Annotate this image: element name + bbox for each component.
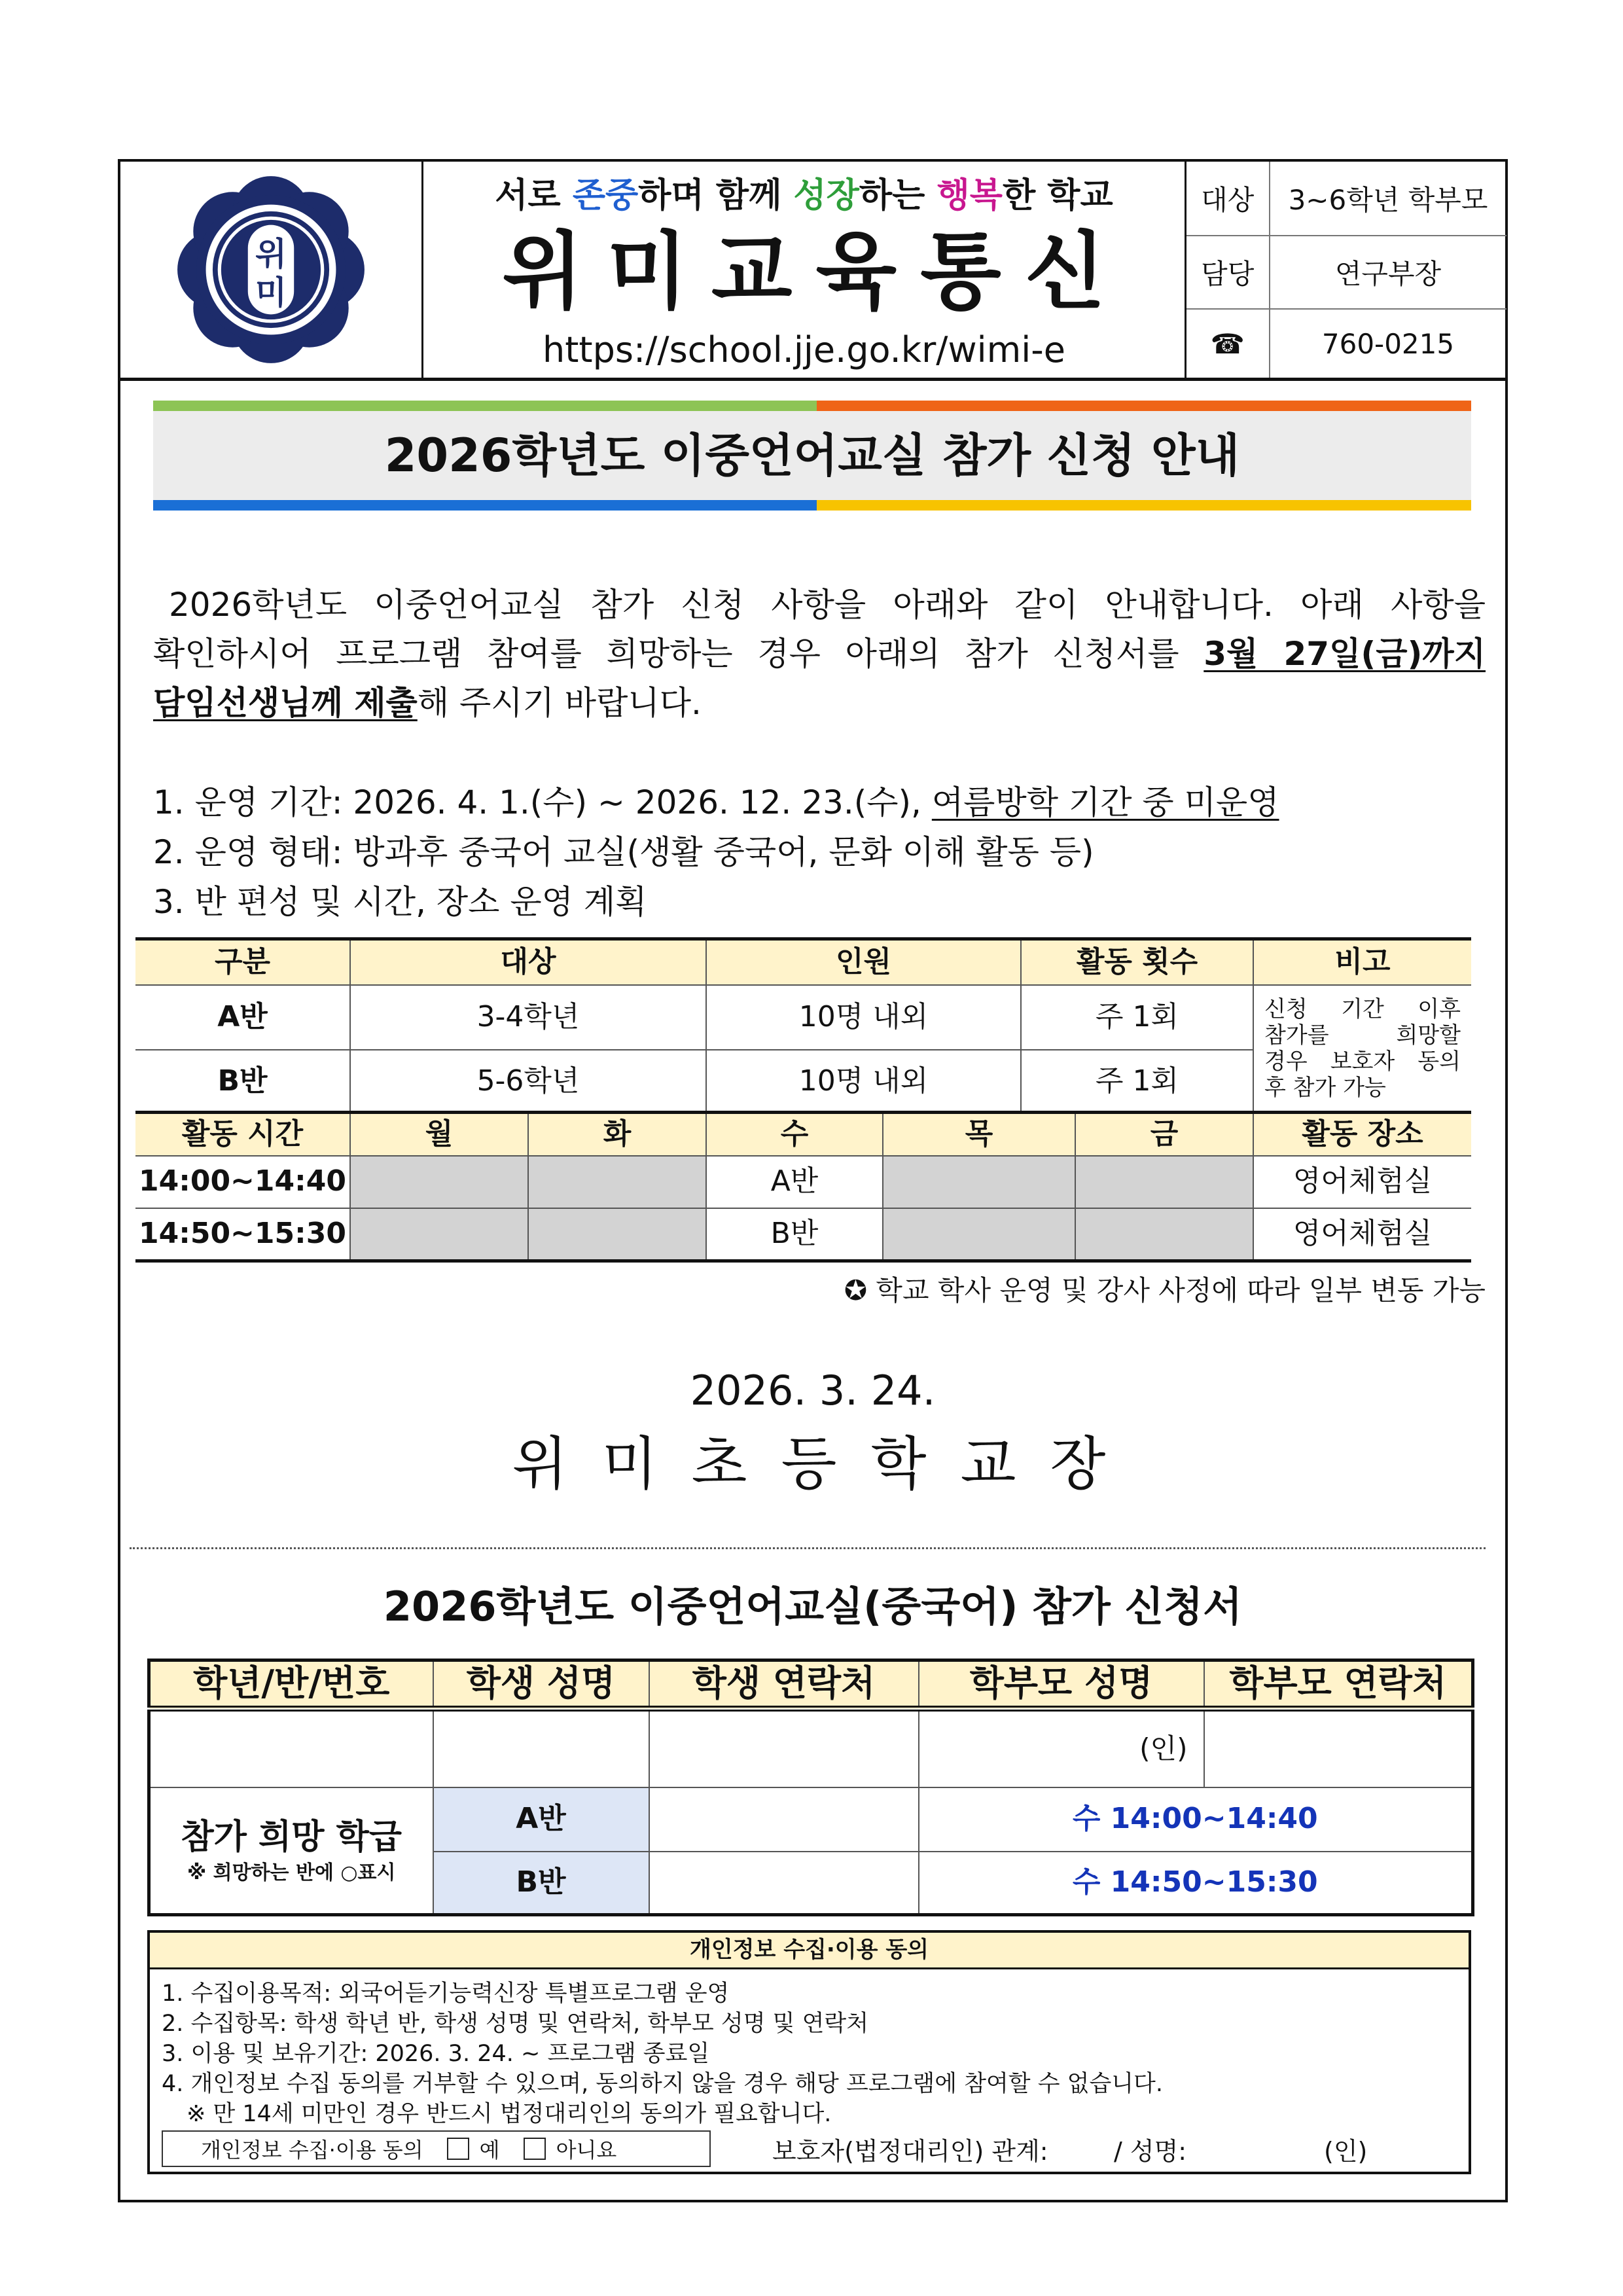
table-header: 구분 — [135, 939, 350, 985]
table-header: 수 — [706, 1113, 883, 1156]
class-target: 5-6학년 — [350, 1050, 706, 1113]
list-item-underlined: 여름방학 기간 중 미운영 — [931, 783, 1279, 821]
privacy-consent-items — [162, 1979, 1457, 2129]
motto-text: 한 학교 — [1002, 176, 1113, 215]
class-frequency: 주 1회 — [1021, 985, 1253, 1050]
info-row-manager — [1186, 236, 1507, 309]
schedule-notice — [654, 1273, 1486, 1308]
class-option-b-schedule: 수 14:50~15:30 — [919, 1852, 1473, 1915]
list-item — [153, 778, 1486, 827]
banner-bar-yellow — [817, 500, 1471, 511]
schedule-table — [135, 1111, 1471, 1263]
logo-char-top: 위 — [255, 234, 287, 273]
header-divider — [118, 378, 1508, 381]
info-value: 연구부장 — [1270, 236, 1507, 309]
class-option-b: B반 — [433, 1852, 649, 1915]
motto-text: 서로 — [495, 176, 573, 215]
info-value: 3~6학년 학부모 — [1270, 162, 1507, 236]
day-cell-shaded — [528, 1208, 706, 1261]
privacy-consent-title: 개인정보 수집·이용 동의 — [150, 1933, 1469, 1969]
form-header: 학부모 연락처 — [1204, 1660, 1473, 1709]
consent-no-label: 아니요 — [556, 2138, 617, 2162]
list-item: 3. 반 편성 및 시간, 장소 운영 계획 — [153, 883, 647, 921]
class-name: B반 — [135, 1050, 350, 1113]
remark-cell — [1253, 985, 1471, 1113]
motto-respect: 존중 — [572, 176, 639, 215]
form-entry-row — [149, 1709, 1473, 1787]
table-header: 화 — [528, 1113, 706, 1156]
student-contact-field[interactable] — [649, 1709, 919, 1787]
guardian-seal-mark: (인) — [1324, 2137, 1368, 2166]
table-row — [135, 1156, 1471, 1208]
logo-char-bottom: 미 — [255, 273, 287, 312]
grade-class-number-field[interactable] — [149, 1709, 433, 1787]
class-name: A반 — [135, 985, 350, 1050]
info-value: 760-0215 — [1321, 327, 1455, 360]
consent-label: 개인정보 수집·이용 동의 — [201, 2138, 423, 2162]
banner-bar-blue — [153, 500, 817, 511]
form-header-row — [149, 1660, 1473, 1709]
guardian-relation-label: 보호자(법정대리인) 관계: — [772, 2137, 1048, 2166]
class-size: 10명 내외 — [706, 985, 1021, 1050]
logo-cell — [120, 162, 423, 378]
intro-paragraph — [153, 581, 1486, 728]
application-form-table — [147, 1659, 1474, 1916]
notice-text: 학교 학사 운영 및 강사 사정에 따라 일부 변동 가능 — [876, 1274, 1486, 1306]
motto-text: 하며 함께 — [638, 176, 794, 215]
deadline-emphasis: 3월 27일(금)까지 — [1204, 635, 1486, 673]
table-header-row — [135, 1113, 1471, 1156]
school-url[interactable]: https://school.jje.go.kr/wimi-e — [543, 329, 1065, 370]
table-header: 월 — [350, 1113, 528, 1156]
banner-bar-orange — [817, 401, 1471, 411]
day-cell: B반 — [706, 1208, 883, 1261]
table-row — [135, 985, 1471, 1050]
form-header: 학생 성명 — [433, 1660, 649, 1709]
table-header: 목 — [883, 1113, 1075, 1156]
parent-contact-field[interactable] — [1204, 1709, 1473, 1787]
class-frequency: 주 1회 — [1021, 1050, 1253, 1113]
submission-emphasis: 담임선생님께 제출 — [153, 684, 418, 722]
remark-line: 후 참가 가능 — [1264, 1075, 1386, 1101]
motto-text: 하는 — [859, 176, 937, 215]
day-cell: A반 — [706, 1156, 883, 1208]
parent-name-field[interactable]: (인) — [919, 1709, 1204, 1787]
form-header: 학생 연락처 — [649, 1660, 919, 1709]
privacy-item: 2. 수집항목: 학생 학년 반, 학생 성명 및 연락처, 학부모 성명 및 연락처 — [162, 2011, 869, 2037]
class-option-a: A반 — [433, 1787, 649, 1852]
class-option-b-mark-field[interactable] — [649, 1852, 919, 1915]
remark-line: 신청 기간 이후 — [1264, 996, 1461, 1022]
table-header: 금 — [1075, 1113, 1253, 1156]
intro-line — [153, 630, 1486, 679]
consent-yes-checkbox[interactable] — [447, 2138, 469, 2160]
issue-date: 2026. 3. 24. — [690, 1367, 936, 1414]
activity-place: 영어체험실 — [1253, 1156, 1471, 1208]
info-label: 대상 — [1186, 162, 1270, 236]
school-logo — [176, 175, 366, 365]
intro-line — [153, 679, 1486, 728]
day-cell-shaded — [528, 1156, 706, 1208]
info-label: 담당 — [1186, 236, 1270, 309]
privacy-item: 3. 이용 및 보유기간: 2026. 3. 24. ~ 프로그램 종료일 — [162, 2041, 710, 2067]
info-row-audience — [1186, 162, 1507, 236]
consent-yes-label: 예 — [479, 2138, 500, 2162]
banner-bar-green — [153, 401, 817, 411]
phone-icon: ☎ — [1186, 309, 1270, 378]
table-header: 활동 장소 — [1253, 1113, 1471, 1156]
privacy-item: 1. 수집이용목적: 외국어듣기능력신장 특별프로그램 운영 — [162, 1981, 730, 2007]
table-header: 대상 — [350, 939, 706, 985]
table-header-row — [135, 939, 1471, 985]
list-item-text: 1. 운영 기간: 2026. 4. 1.(수) ~ 2026. 12. 23.(수), — [153, 783, 932, 821]
motto-happiness: 행복 — [936, 176, 1003, 215]
form-header: 학부모 성명 — [919, 1660, 1204, 1709]
privacy-item: 4. 개인정보 수집 동의를 거부할 수 있으며, 동의하지 않을 경우 해당 프로그램에 참여할 수 없습니다. — [162, 2071, 1163, 2097]
class-option-a-schedule: 수 14:00~14:40 — [919, 1787, 1473, 1852]
page-title: 2026학년도 이중언어교실 참가 신청 안내 — [384, 429, 1240, 482]
class-table — [135, 937, 1471, 1113]
day-cell-shaded — [1075, 1156, 1253, 1208]
class-choice-hint: ※ 희망하는 반에 ○표시 — [187, 1861, 396, 1885]
class-choice-row — [149, 1787, 1473, 1852]
student-name-field[interactable] — [433, 1709, 649, 1787]
guardian-name-label: / 성명: — [1114, 2137, 1187, 2166]
intro-line: 2026학년도 이중언어교실 참가 신청 사항을 아래와 같이 안내합니다. 아래 사항을 — [169, 586, 1486, 624]
class-choice-label: 참가 희망 학급 — [181, 1818, 402, 1857]
day-cell-shaded — [1075, 1208, 1253, 1261]
motto-growth: 성장 — [793, 176, 859, 215]
info-row-phone — [1186, 309, 1507, 378]
intro-text: 확인하시어 프로그램 참여를 희망하는 경우 아래의 참가 신청서를 — [153, 635, 1204, 673]
privacy-note: ※ 만 14세 미만인 경우 반드시 법정대리인의 동의가 필요합니다. — [187, 2101, 832, 2127]
time-slot: 14:00~14:40 — [135, 1156, 350, 1208]
day-cell-shaded — [883, 1156, 1075, 1208]
table-header: 활동 횟수 — [1021, 939, 1253, 985]
table-row — [135, 1208, 1471, 1261]
masthead — [423, 162, 1185, 378]
star-bullet-icon: ✪ — [844, 1274, 868, 1306]
class-option-a-mark-field[interactable] — [649, 1787, 919, 1852]
class-target: 3-4학년 — [350, 985, 706, 1050]
table-header: 활동 시간 — [135, 1113, 350, 1156]
header-info-table — [1185, 162, 1507, 378]
issuer-signature: 위 미 초 등 학 교 장 — [512, 1430, 1114, 1498]
table-header: 인원 — [706, 939, 1021, 985]
class-choice-label-cell — [149, 1787, 433, 1915]
remark-line: 경우 보호자 동의 — [1264, 1049, 1461, 1075]
activity-place: 영어체험실 — [1253, 1208, 1471, 1261]
form-header: 학년/반/번호 — [149, 1660, 433, 1709]
newsletter-title: 위미교육통신 — [502, 223, 1130, 321]
cut-line — [130, 1547, 1486, 1549]
remark-line: 참가를 희망할 — [1264, 1022, 1461, 1049]
day-cell-shaded — [350, 1156, 528, 1208]
day-cell-shaded — [883, 1208, 1075, 1261]
list-item: 2. 운영 형태: 방과후 중국어 교실(생활 중국어, 문화 이해 활동 등) — [153, 833, 1094, 871]
class-size: 10명 내외 — [706, 1050, 1021, 1113]
form-title: 2026학년도 이중언어교실(중국어) 참가 신청서 — [383, 1583, 1243, 1630]
plan-list — [153, 778, 1486, 927]
school-motto — [423, 173, 1185, 219]
table-header: 비고 — [1253, 939, 1471, 985]
consent-choice-box — [162, 2130, 711, 2167]
time-slot: 14:50~15:30 — [135, 1208, 350, 1261]
day-cell-shaded — [350, 1208, 528, 1261]
consent-no-checkbox[interactable] — [524, 2138, 546, 2160]
intro-text: 해 주시기 바랍니다. — [417, 684, 702, 722]
